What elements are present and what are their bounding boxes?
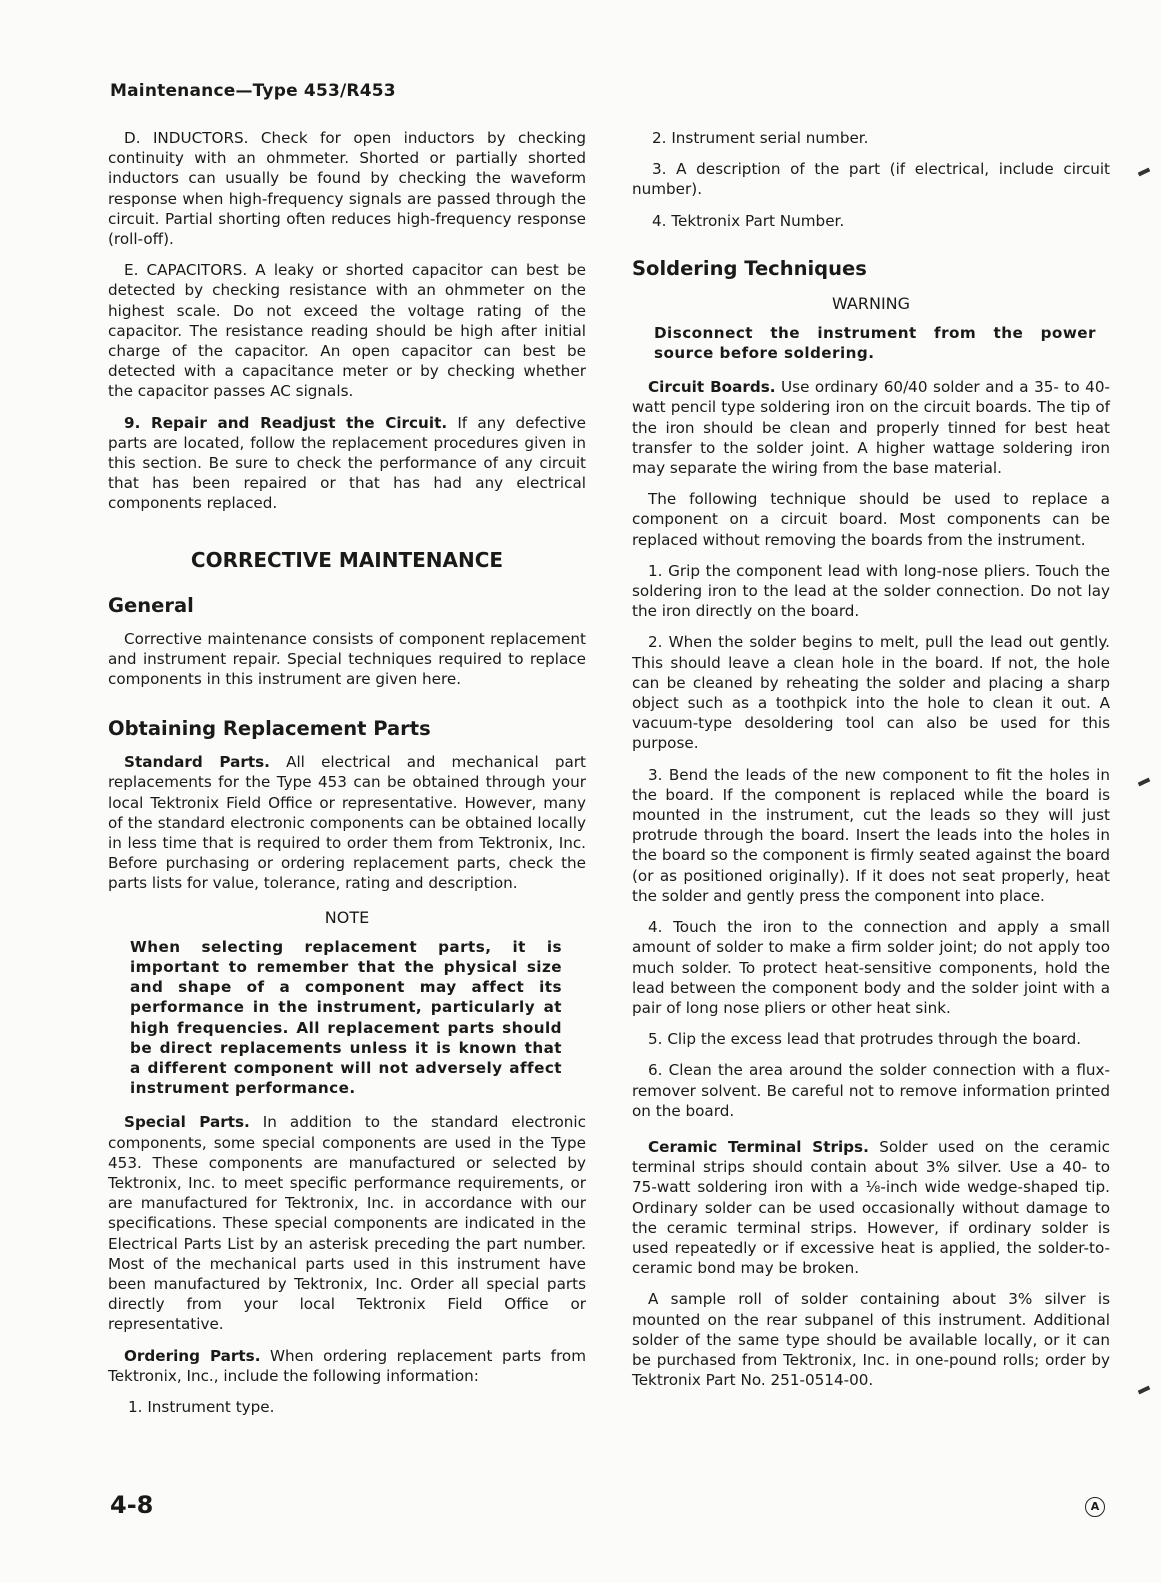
order-item-4: 4. Tektronix Part Number. bbox=[652, 211, 845, 230]
circuit-boards-paragraph bbox=[632, 377, 1110, 478]
order-item-1: 1. Instrument type. bbox=[128, 1397, 275, 1416]
warning-label: WARNING bbox=[831, 293, 911, 313]
general-heading: General bbox=[108, 593, 194, 617]
margin-mark bbox=[1138, 778, 1151, 787]
technique-paragraph: The following technique should be used to replace a component on a circuit board. Most components can be replaced without removing the boards from the instrument. bbox=[632, 490, 1110, 549]
ordering-runin: Ordering Parts. bbox=[124, 1346, 261, 1365]
step-6: 6. Clean the area around the solder connection with a flux-remover solvent. Be careful not to remove information printed on the board. bbox=[632, 1061, 1110, 1120]
step-5: 5. Clip the excess lead that protrudes through the board. bbox=[648, 1030, 1082, 1049]
capacitors-paragraph: E. CAPACITORS. A leaky or shorted capacitor can best be detected by checking resistance with an ohmmeter on the highest scale. Do not exceed the voltage rating of the capacitor. The resistance reading should be high after initial charge of the capacitor. An open capacitor can best be detected with a capacitance meter or by checking whether the capacitor passes AC signals. bbox=[108, 261, 586, 401]
circuit-text: Use ordinary 60/40 solder and a 35- to 40-watt pencil type soldering iron on the circuit boards. The tip of the iron should be clean and properly tinned for best heat transfer to the solder joint. A higher wattage soldering iron may separate the wiring from the base material. bbox=[632, 378, 1110, 478]
standard-runin: Standard Parts. bbox=[124, 753, 270, 772]
note-text: When selecting replacement parts, it is important to remember that the physical size and shape of a component may affect its performance in the instrument, particularly at high frequencies. All replacement parts should be direct replacements unless it is known that a different component will not adversely affect instrument performance. bbox=[130, 937, 562, 1098]
page-number: 4-8 bbox=[110, 1491, 154, 1519]
ceramic-text: Solder used on the ceramic terminal strips should contain about 3% silver. Use a 40- to 75-watt soldering iron with a ⅛-inch wide wedge-shaped tip. Ordinary solder can be used occasionally without damage to the ceramic terminal strips. However, if ordinary solder is used repeatedly or if excessive heat is applied, the solder-to-ceramic bond may be broken. bbox=[632, 1137, 1110, 1278]
circuit-runin: Circuit Boards. bbox=[648, 378, 776, 397]
repair-text: If any defective parts are located, follow the replacement procedures given in this section. Be sure to check the performance of any circuit that has been repaired or that has had any electrical components replaced. bbox=[108, 413, 587, 513]
margin-mark bbox=[1138, 1386, 1151, 1395]
note-label: NOTE bbox=[324, 907, 370, 927]
order-item-3: 3. A description of the part (if electrical, include circuit number). bbox=[632, 160, 1110, 199]
repair-runin: 9. Repair and Readjust the Circuit. bbox=[124, 413, 448, 432]
standard-text: All electrical and mechanical part replacements for the Type 453 can be obtained through your local Tektronix Field Office or representative. However, many of the standard electronic components can be obtained locally in less time that is required to order them from Tektronix, Inc. Before purchasing or ordering replacement parts, check the parts lists for value, tolerance, rating and description. bbox=[108, 753, 586, 893]
page-header: Maintenance—Type 453/R453 bbox=[110, 81, 396, 101]
warning-text: Disconnect the instrument from the power source before soldering. bbox=[654, 323, 1096, 363]
special-parts-paragraph bbox=[108, 1112, 586, 1334]
ceramic-strips-paragraph bbox=[632, 1137, 1110, 1278]
right-column bbox=[632, 128, 1110, 1401]
step-2: 2. When the solder begins to melt, pull the lead out gently. This should leave a clean hole in the board. If not, the hole can be cleaned by reheating the solder and placing a sharp object such as a toothpick into the hole to clean it out. A vacuum-type desoldering tool can also be used for this purpose. bbox=[632, 633, 1110, 753]
left-column bbox=[108, 128, 586, 1428]
order-item-2: 2. Instrument serial number. bbox=[652, 129, 869, 147]
ordering-parts-paragraph bbox=[108, 1346, 586, 1386]
step-4: 4. Touch the iron to the connection and apply a small amount of solder to make a firm solder joint; do not apply too much solder. To protect heat-sensitive components, hold the lead between the component body and the solder joint with a pair of long nose pliers or other heat sink. bbox=[632, 918, 1110, 1017]
ordering-text: When ordering replacement parts from Tektronix, Inc., include the following information: bbox=[108, 1346, 586, 1385]
special-text: In addition to the standard electronic components, some special components are used in the Type 453. These components are manufactured or selected by Tektronix, Inc. to meet specific performance requirements, or are manufactured for Tektronix, Inc. in accordance with our specifications. These special components are indicated in the Electrical Parts List by an asterisk preceding the part number. Most of the mechanical parts used in this instrument have been manufactured by Tektronix, Inc. Order all special parts directly from your local Tektronix Field Office or representative. bbox=[108, 1113, 586, 1334]
revision-mark: A bbox=[1085, 1497, 1105, 1517]
repair-paragraph bbox=[108, 413, 586, 514]
ceramic-runin: Ceramic Terminal Strips. bbox=[648, 1137, 869, 1156]
step-3: 3. Bend the leads of the new component to fit the holes in the board. If the component is replaced while the board is mounted in the instrument, cut the leads so they will just protrude through the board. Insert the leads into the holes in the board so the component is firmly seated against the board (or as positioned originally). If it does not seat properly, heat the solder and gently press the component into place. bbox=[632, 765, 1110, 905]
corrective-maintenance-heading: CORRECTIVE MAINTENANCE bbox=[190, 547, 504, 572]
margin-mark bbox=[1138, 168, 1151, 177]
soldering-heading: Soldering Techniques bbox=[632, 256, 867, 280]
sample-roll-paragraph: A sample roll of solder containing about 3% silver is mounted on the rear subpanel of this instrument. Additional solder of the same type should be available locally, or it can be purchased from Tektronix, Inc. in one-pound rolls; order by Tektronix Part No. 251-0514-00. bbox=[632, 1290, 1110, 1390]
inductors-paragraph: D. INDUCTORS. Check for open inductors by checking continuity with an ohmmeter. Shorted or partially shorted inductors can usually be found by checking the waveform response when high-frequency signals are passed through the circuit. Partial shorting often reduces high-frequency response (roll-off). bbox=[108, 129, 586, 249]
standard-parts-paragraph bbox=[108, 752, 586, 893]
obtaining-parts-heading: Obtaining Replacement Parts bbox=[108, 717, 431, 741]
special-runin: Special Parts. bbox=[124, 1113, 250, 1132]
general-paragraph: Corrective maintenance consists of component replacement and instrument repair. Special techniques required to replace components in this instrument are given here. bbox=[108, 629, 586, 689]
step-1: 1. Grip the component lead with long-nose pliers. Touch the soldering iron to the lead at the solder connection. Do not lay the iron directly on the board. bbox=[632, 561, 1110, 621]
